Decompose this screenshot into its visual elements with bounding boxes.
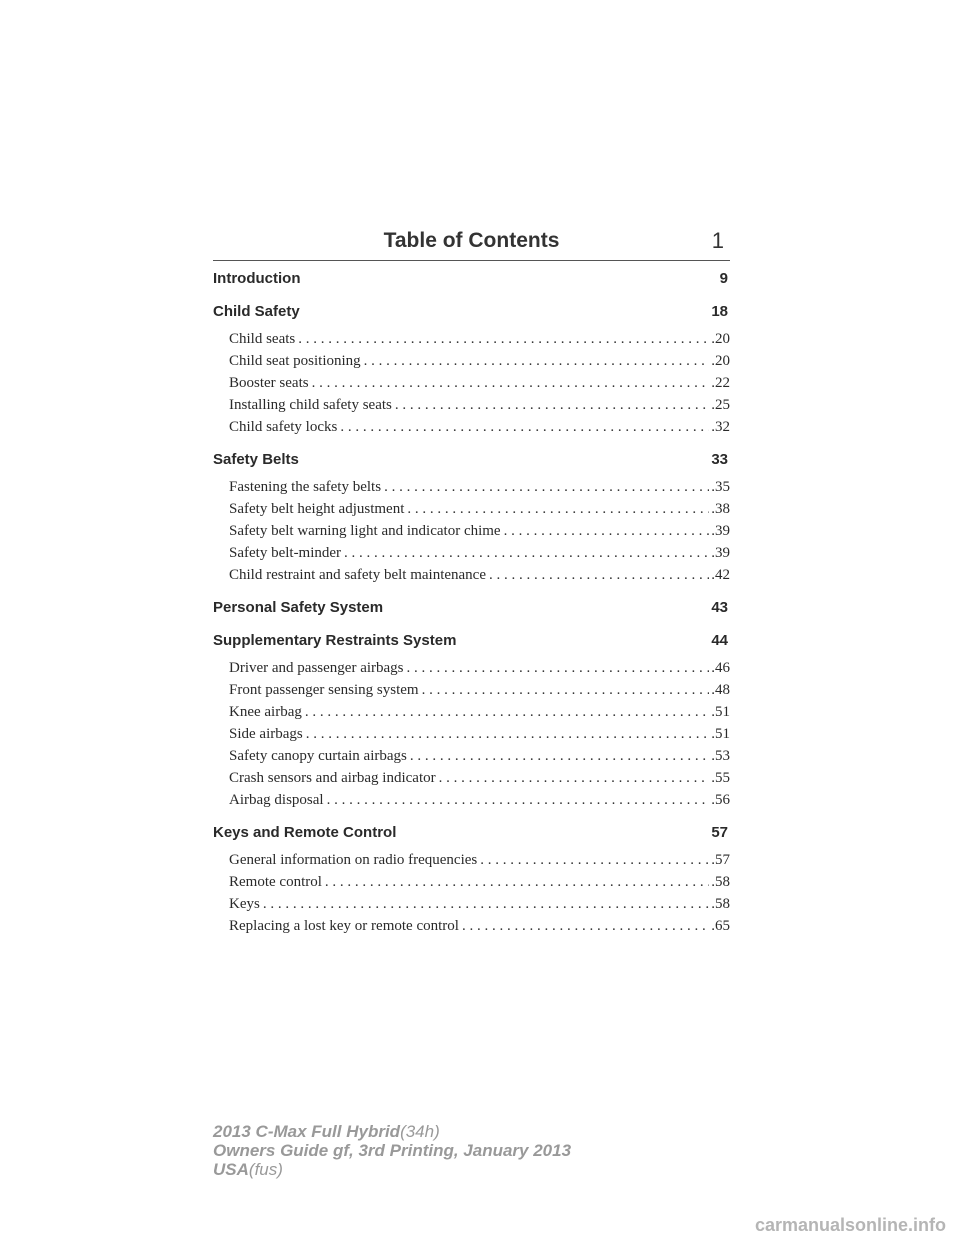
section-title: Child Safety — [213, 303, 300, 320]
section-page-number: 18 — [711, 303, 728, 320]
toc-entry[interactable] — [229, 520, 730, 542]
footer-region: USA — [213, 1160, 249, 1179]
table-of-contents — [213, 268, 730, 948]
entry-page-number: .22 — [711, 375, 730, 391]
dot-leader — [462, 915, 709, 937]
toc-section — [213, 597, 730, 619]
entry-page-number: .51 — [711, 726, 730, 742]
toc-entry[interactable] — [229, 416, 730, 438]
toc-entry[interactable] — [229, 350, 730, 372]
toc-entry[interactable] — [229, 915, 730, 937]
dot-leader — [325, 871, 709, 893]
dot-leader — [344, 542, 709, 564]
entry-title: Side airbags — [229, 726, 303, 742]
entry-page-number: .42 — [711, 567, 730, 583]
dot-leader — [410, 745, 709, 767]
entry-page-number: .38 — [711, 501, 730, 517]
toc-entry[interactable] — [229, 893, 730, 915]
entry-title: Safety belt warning light and indicator chime — [229, 523, 501, 539]
toc-entry[interactable] — [229, 498, 730, 520]
dot-leader — [340, 416, 709, 438]
dot-leader — [306, 723, 710, 745]
watermark[interactable]: carmanualsonline.info — [754, 1215, 946, 1235]
dot-leader — [395, 394, 709, 416]
entry-title: Keys — [229, 896, 260, 912]
toc-entry[interactable] — [229, 767, 730, 789]
entry-title: Booster seats — [229, 375, 309, 391]
entry-title: Front passenger sensing system — [229, 682, 419, 698]
toc-section — [213, 449, 730, 586]
entry-page-number: .25 — [711, 397, 730, 413]
dot-leader — [407, 657, 710, 679]
dot-leader — [439, 767, 710, 789]
entry-title: Airbag disposal — [229, 792, 324, 808]
dot-leader — [305, 701, 709, 723]
dot-leader — [263, 893, 709, 915]
toc-section-heading[interactable] — [213, 301, 730, 323]
dot-leader — [422, 679, 710, 701]
toc-section-heading[interactable] — [213, 630, 730, 652]
footer-line-model — [213, 1122, 713, 1141]
toc-section-heading[interactable] — [213, 597, 730, 619]
dot-leader — [480, 849, 709, 871]
toc-entry[interactable] — [229, 476, 730, 498]
entry-title: Knee airbag — [229, 704, 302, 720]
entry-title: Installing child safety seats — [229, 397, 392, 413]
entry-title: Safety canopy curtain airbags — [229, 748, 407, 764]
toc-entry[interactable] — [229, 871, 730, 893]
entry-page-number: .20 — [711, 331, 730, 347]
entry-page-number: .58 — [711, 896, 730, 912]
entry-page-number: .46 — [711, 660, 730, 676]
toc-entry[interactable] — [229, 394, 730, 416]
dot-leader — [327, 789, 710, 811]
footer-line-region — [213, 1160, 713, 1179]
dot-leader — [504, 520, 710, 542]
entry-page-number: .35 — [711, 479, 730, 495]
toc-entry[interactable] — [229, 657, 730, 679]
dot-leader — [489, 564, 709, 586]
entry-page-number: .51 — [711, 704, 730, 720]
dot-leader — [407, 498, 709, 520]
dot-leader — [312, 372, 710, 394]
toc-entry[interactable] — [229, 328, 730, 350]
section-page-number: 44 — [711, 632, 728, 649]
toc-entry[interactable] — [229, 564, 730, 586]
toc-entry[interactable] — [229, 372, 730, 394]
entry-title: Child safety locks — [229, 419, 338, 435]
toc-section-heading[interactable] — [213, 449, 730, 471]
entry-page-number: .53 — [711, 748, 730, 764]
entry-title: Crash sensors and airbag indicator — [229, 770, 436, 786]
entry-title: Safety belt height adjustment — [229, 501, 405, 517]
toc-entry[interactable] — [229, 679, 730, 701]
entry-title: Driver and passenger airbags — [229, 660, 404, 676]
entry-page-number: .20 — [711, 353, 730, 369]
entry-title: Remote control — [229, 874, 322, 890]
toc-entry[interactable] — [229, 701, 730, 723]
entry-page-number: .58 — [711, 874, 730, 890]
section-title: Personal Safety System — [213, 599, 384, 616]
entry-page-number: .55 — [711, 770, 730, 786]
document-footer — [213, 1122, 713, 1179]
section-title: Keys and Remote Control — [213, 824, 397, 841]
footer-model: 2013 C-Max Full Hybrid — [213, 1122, 401, 1141]
section-title: Safety Belts — [213, 451, 299, 468]
section-title: Introduction — [213, 270, 301, 287]
footer-model-code: (34h) — [400, 1122, 440, 1141]
entry-page-number: .48 — [711, 682, 730, 698]
entry-page-number: .56 — [711, 792, 730, 808]
page-title: Table of Contents — [383, 229, 560, 252]
toc-section — [213, 301, 730, 438]
entry-title: Child seat positioning — [229, 353, 361, 369]
toc-section — [213, 630, 730, 811]
toc-section — [213, 822, 730, 937]
toc-section — [213, 268, 730, 290]
section-page-number: 33 — [711, 451, 728, 468]
dot-leader — [384, 476, 709, 498]
dot-leader — [364, 350, 710, 372]
toc-entry[interactable] — [229, 723, 730, 745]
page-number: 1 — [711, 228, 724, 253]
section-page-number: 9 — [719, 270, 728, 287]
entry-page-number: .39 — [711, 545, 730, 561]
entry-title: Fastening the safety belts — [229, 479, 382, 495]
entry-title: General information on radio frequencies — [229, 852, 478, 868]
toc-section-heading[interactable] — [213, 822, 730, 844]
dot-leader — [298, 328, 709, 350]
toc-entry[interactable] — [229, 849, 730, 871]
section-title: Supplementary Restraints System — [213, 632, 457, 649]
footer-guide: Owners Guide gf, 3rd Printing, January 2013 — [213, 1141, 572, 1160]
toc-entry[interactable] — [229, 789, 730, 811]
entry-page-number: .39 — [711, 523, 730, 539]
footer-region-code: (fus) — [248, 1160, 283, 1179]
section-page-number: 57 — [711, 824, 728, 841]
entry-page-number: .57 — [711, 852, 730, 868]
entry-title: Child seats — [229, 331, 296, 347]
section-page-number: 43 — [711, 599, 728, 616]
entry-page-number: .65 — [711, 918, 730, 934]
toc-entry[interactable] — [229, 745, 730, 767]
toc-section-heading[interactable] — [213, 268, 730, 290]
entry-title: Child restraint and safety belt maintenance — [229, 567, 486, 583]
page-header — [213, 228, 730, 261]
entry-title: Safety belt-minder — [229, 545, 342, 561]
toc-entry[interactable] — [229, 542, 730, 564]
entry-page-number: .32 — [711, 419, 730, 435]
entry-title: Replacing a lost key or remote control — [229, 918, 459, 934]
